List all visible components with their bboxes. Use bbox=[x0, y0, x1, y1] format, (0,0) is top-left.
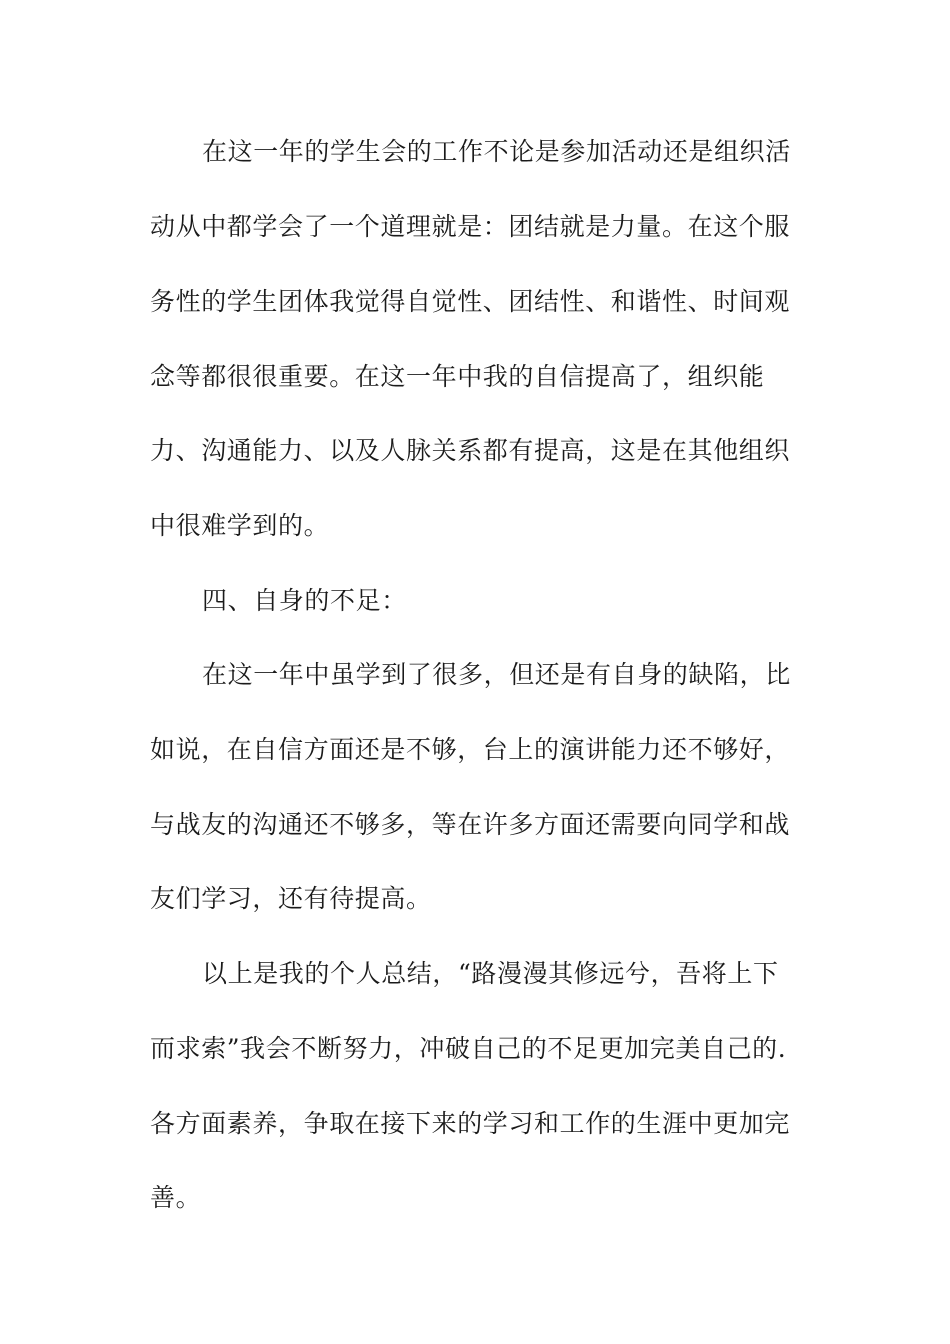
paragraph-line: 动从中都学会了一个道理就是：团结就是力量。在这个服 bbox=[150, 212, 791, 241]
paragraph-line: 力、沟通能力、以及人脉关系都有提高，这是在其他组织 bbox=[150, 436, 791, 465]
paragraph-line: 如说，在自信方面还是不够，台上的演讲能力还不够好， bbox=[150, 735, 791, 764]
paragraph-line: 友们学习，还有待提高。 bbox=[150, 884, 432, 913]
paragraph-line: 念等都很很重要。在这一年中我的自信提高了，组织能 bbox=[150, 362, 765, 391]
paragraph-line: 以上是我的个人总结，“路漫漫其修远兮，吾将上下 bbox=[202, 959, 779, 988]
paragraph-line: 与战友的沟通还不够多，等在许多方面还需要向同学和战 bbox=[150, 810, 791, 839]
paragraph-line: 务性的学生团体我觉得自觉性、团结性、和谐性、时间观 bbox=[150, 287, 791, 316]
section-heading: 四、自身的不足： bbox=[202, 586, 407, 615]
paragraph-line: 中很难学到的。 bbox=[150, 511, 330, 540]
paragraph-line: 善。 bbox=[150, 1183, 202, 1212]
paragraph-line: 而求索”我会不断努力，冲破自己的不足更加完美自己的. bbox=[150, 1034, 787, 1063]
paragraph-line: 在这一年的学生会的工作不论是参加活动还是组织活 bbox=[202, 137, 791, 166]
paragraph-line: 在这一年中虽学到了很多，但还是有自身的缺陷，比 bbox=[202, 660, 791, 689]
paragraph-line: 各方面素养，争取在接下来的学习和工作的生涯中更加完 bbox=[150, 1109, 791, 1138]
